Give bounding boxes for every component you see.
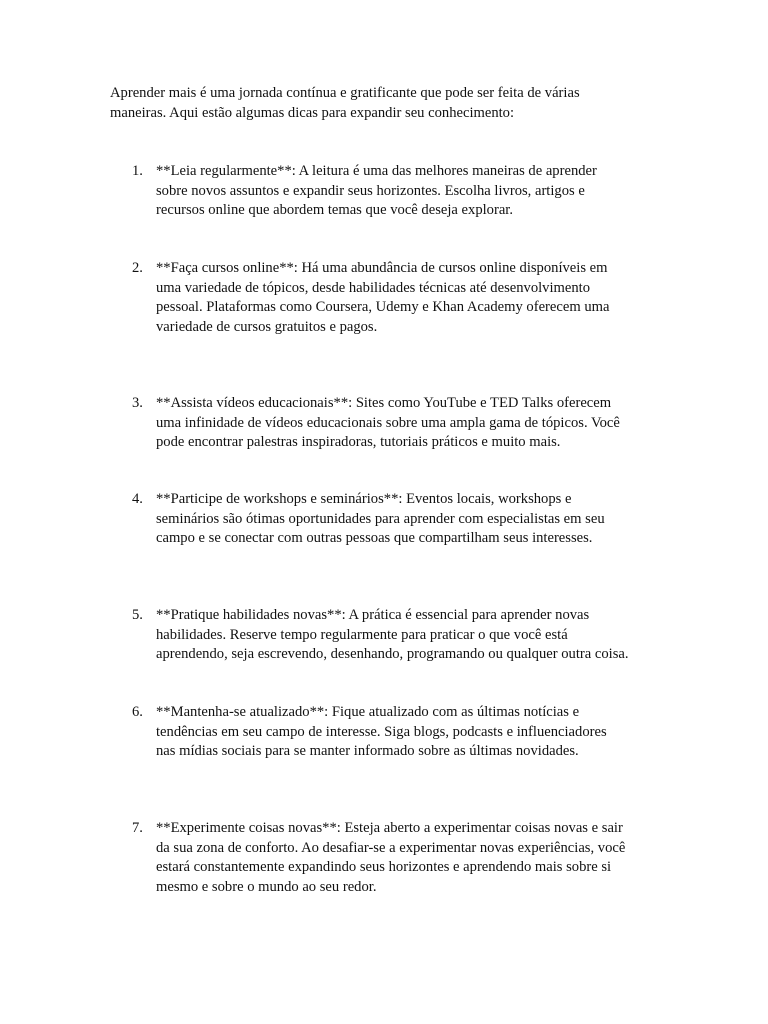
list-item-line: seminários são ótimas oportunidades para aprender com especialistas em seu xyxy=(156,510,605,527)
list-item-line: nas mídias sociais para se manter informado sobre as últimas novidades. xyxy=(156,743,579,759)
list-item-line: recursos online que abordem temas que você deseja explorar. xyxy=(156,202,514,218)
list-item-line: variedade de cursos gratuitos e pagos. xyxy=(156,318,378,335)
list-item-line: habilidades. Reserve tempo regularmente para praticar o que você está xyxy=(156,626,568,643)
list-item-line: estará constantemente expandindo seus horizontes e aprendendo mais sobre si xyxy=(156,859,612,875)
list-item-line: pode encontrar palestras inspiradoras, tutoriais práticos e muito mais. xyxy=(156,434,561,450)
list-item-text xyxy=(156,259,666,337)
list-item-number: 7. xyxy=(132,820,143,836)
list-item-line: **Experimente coisas novas**: Esteja aberto a experimentar coisas novas e sair xyxy=(156,820,623,836)
list-item-line: uma variedade de tópicos, desde habilidades técnicas até desenvolvimento xyxy=(156,279,591,296)
list-item-text xyxy=(156,606,666,665)
intro-line: Aprender mais é uma jornada contínua e gratificante que pode ser feita de várias xyxy=(110,85,580,101)
list-item-line: **Participe de workshops e seminários**: Eventos locais, workshops e xyxy=(156,491,572,507)
list-item-text xyxy=(156,162,666,221)
list-item-line: mesmo e sobre o mundo ao seu redor. xyxy=(156,878,377,895)
list-item-text xyxy=(156,703,666,762)
list-item-line: aprendendo, seja escrevendo, desenhando, programando ou qualquer outra coisa. xyxy=(156,646,629,662)
list-item-line: **Pratique habilidades novas**: A prática é essencial para aprender novas xyxy=(156,607,590,623)
list-item-number: 4. xyxy=(132,491,143,507)
list-item-text xyxy=(156,819,666,897)
list-item-line: **Faça cursos online**: Há uma abundância de cursos online disponíveis em xyxy=(156,260,608,276)
list-item-number: 6. xyxy=(132,704,143,720)
list-item-line: campo e se conectar com outras pessoas que compartilham seus interesses. xyxy=(156,530,593,546)
list-item-line: da sua zona de conforto. Ao desafiar-se a experimentar novas experiências, você xyxy=(156,839,626,856)
list-item-number: 5. xyxy=(132,607,143,623)
list-item-line: **Leia regularmente**: A leitura é uma das melhores maneiras de aprender xyxy=(156,163,597,179)
intro-line: maneiras. Aqui estão algumas dicas para expandir seu conhecimento: xyxy=(110,104,515,121)
list-item-text xyxy=(156,490,666,549)
list-item-text xyxy=(156,394,666,453)
list-item-line: **Mantenha-se atualizado**: Fique atualizado com as últimas notícias e xyxy=(156,704,580,720)
list-item-line: tendências em seu campo de interesse. Siga blogs, podcasts e influenciadores xyxy=(156,723,607,740)
list-item-number: 2. xyxy=(132,260,143,276)
list-item-line: **Assista vídeos educacionais**: Sites como YouTube e TED Talks oferecem xyxy=(156,395,612,411)
intro-paragraph xyxy=(110,84,650,123)
list-item-number: 1. xyxy=(132,163,143,179)
list-item-line: pessoal. Plataformas como Coursera, Udemy e Khan Academy oferecem uma xyxy=(156,299,610,315)
list-item-line: sobre novos assuntos e expandir seus horizontes. Escolha livros, artigos e xyxy=(156,182,585,199)
list-item-line: uma infinidade de vídeos educacionais sobre uma ampla gama de tópicos. Você xyxy=(156,414,620,431)
list-item-number: 3. xyxy=(132,395,143,411)
